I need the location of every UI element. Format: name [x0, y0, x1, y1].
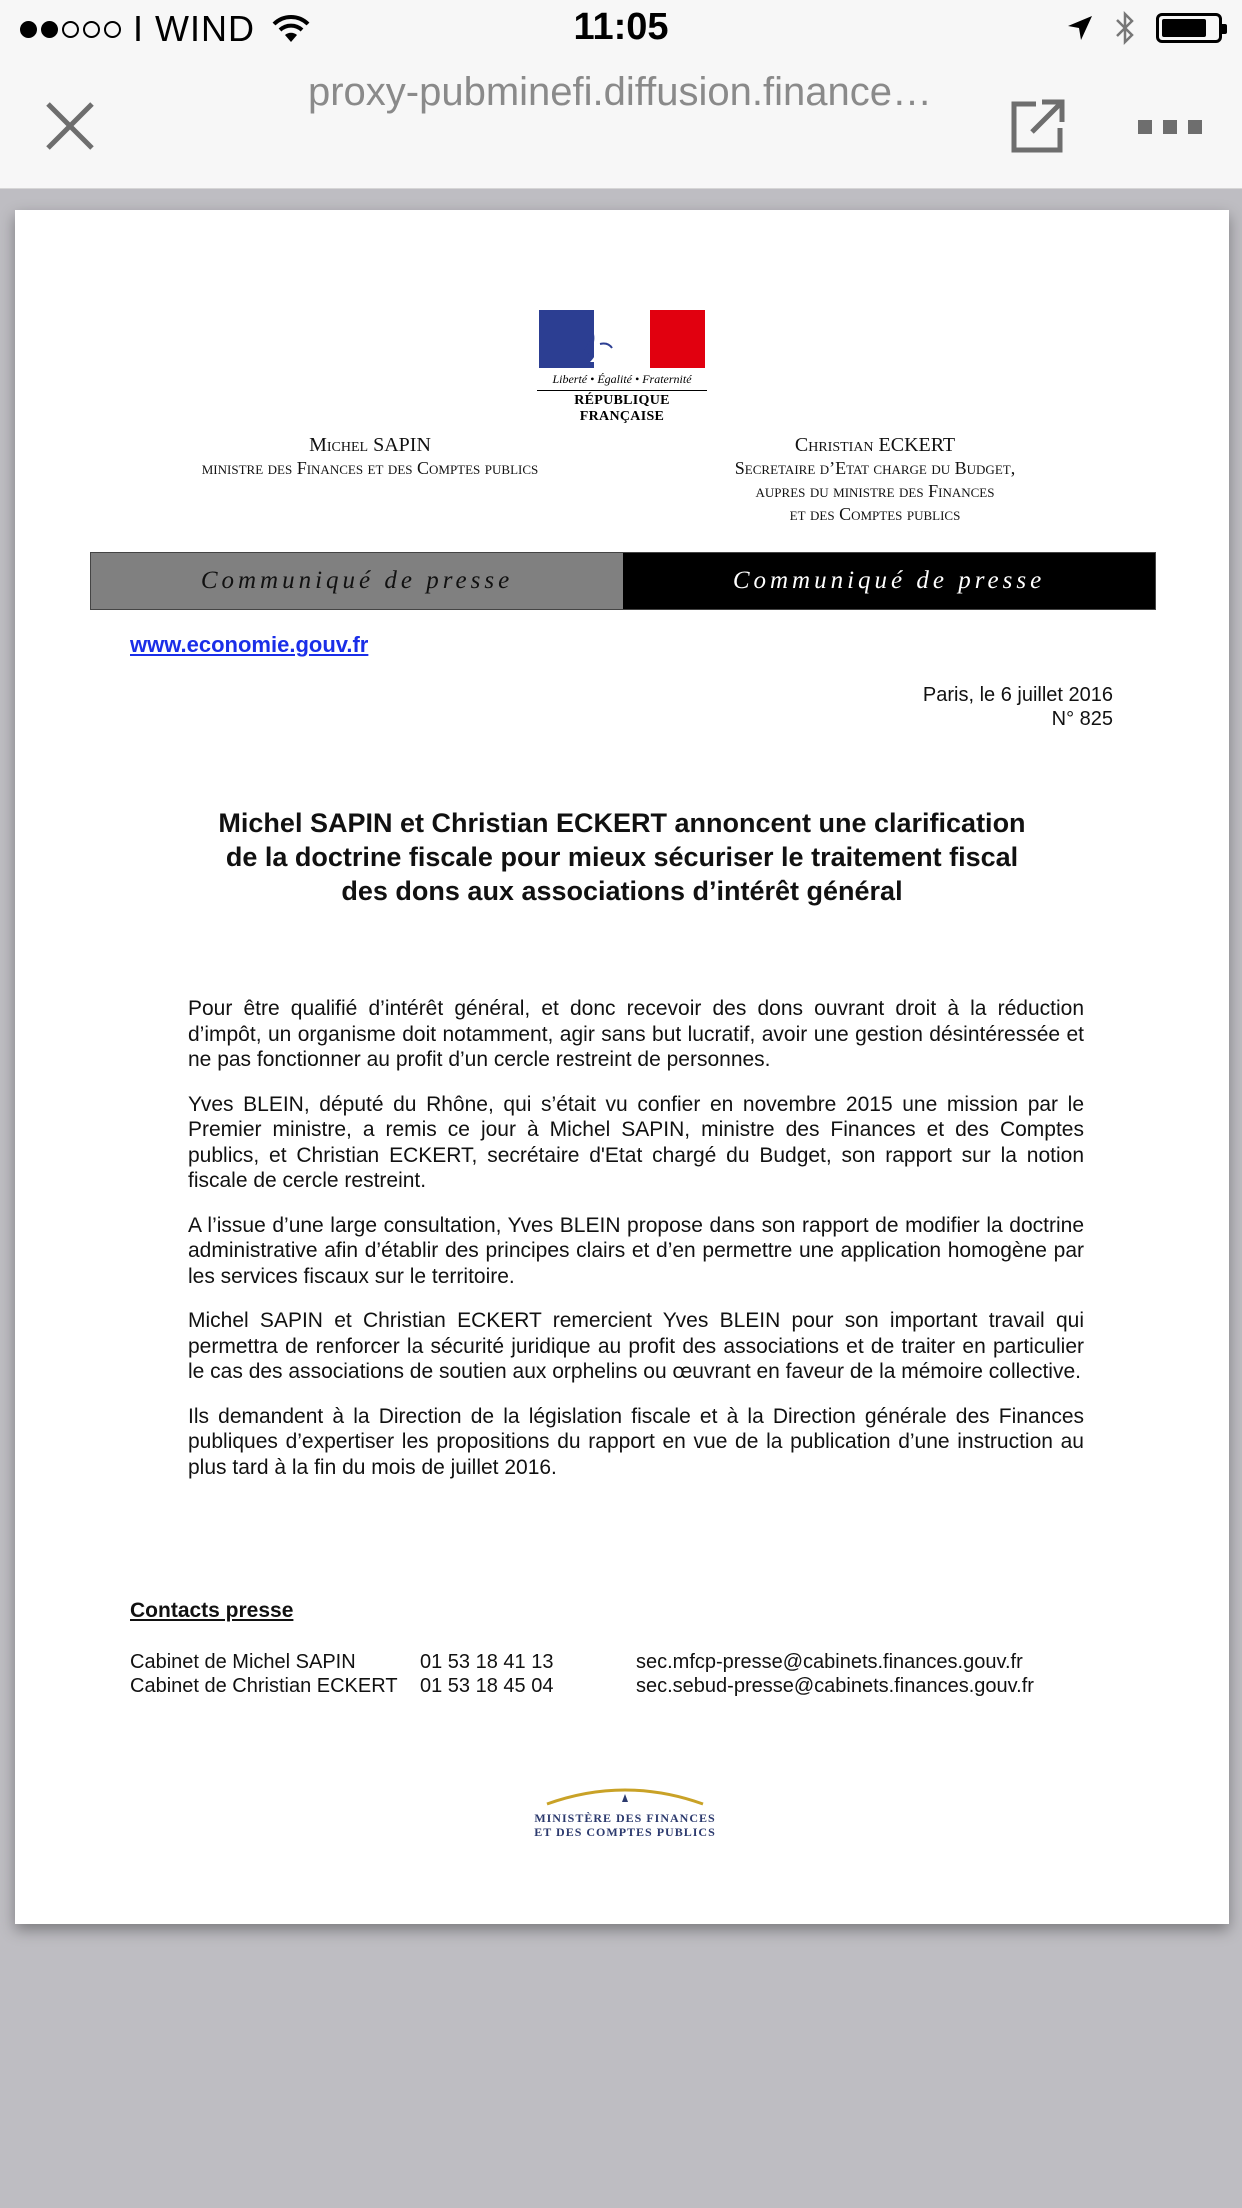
ministry-arc-icon — [535, 1782, 715, 1806]
press-release-label-right: Communiqué de presse — [623, 553, 1155, 609]
republic-label: RÉPUBLIQUE FRANÇAISE — [537, 390, 707, 425]
tricolor-flag — [539, 310, 705, 368]
press-release-body — [188, 996, 1084, 1499]
release-date: Paris, le 6 juillet 2016 — [922, 684, 1113, 706]
ministry-logo — [505, 1782, 745, 1839]
body-paragraph: Michel SAPIN et Christian ECKERT remercient Yves BLEIN pour son important travail qui permettra de renforcer la sécurité juridique au profit des associations et de traiter en particulier le cas des associations de soutien aux orphelins ou œuvrant en faveur de la mémoire collective. — [188, 1309, 1084, 1383]
ministry-name-1: MINISTÈRE DES FINANCES — [534, 1811, 716, 1825]
more-options-icon[interactable] — [1138, 120, 1202, 134]
body-paragraph: Pour être qualifié d’intérêt général, et donc recevoir des dons ouvrant droit à la réduction d’impôt, un organisme doit notamment, agir sans but lucratif, avoir une gestion désintéressée et ne pas fonctionner au profit d’un cercle restreint de personnes. — [188, 997, 1084, 1071]
url-display[interactable]: proxy-pubminefi.diffusion.finance… — [307, 70, 933, 114]
contact-cabinet: Cabinet de Christian ECKERT — [130, 1675, 398, 1697]
minister-right-name: Christian ECKERT — [794, 434, 956, 456]
title-line: Michel SAPIN et Christian ECKERT annoncent une clarification — [218, 808, 1026, 838]
open-external-icon[interactable] — [1008, 96, 1068, 156]
minister-right-title-1: Secretaire d’Etat charge du Budget, — [734, 458, 1016, 478]
press-release-label-left: Communiqué de presse — [91, 553, 623, 609]
location-arrow-icon — [1066, 14, 1094, 42]
close-icon[interactable] — [42, 98, 98, 154]
battery-icon — [1156, 13, 1222, 43]
carrier-name: I WIND — [133, 8, 255, 49]
marianne-icon — [584, 314, 644, 366]
press-release-title — [155, 806, 1089, 908]
clock: 11:05 — [573, 6, 669, 48]
minister-left — [145, 434, 595, 480]
status-right — [1066, 10, 1222, 46]
date-block — [923, 683, 1113, 731]
motto: Liberté • Égalité • Fraternité — [552, 372, 692, 386]
contact-row — [130, 1650, 1034, 1674]
contact-phone: 01 53 18 45 04 — [420, 1675, 554, 1697]
ministry-name-2: ET DES COMPTES PUBLICS — [534, 1825, 716, 1839]
minister-left-title: ministre des Finances et des Comptes publics — [201, 458, 539, 478]
minister-right — [665, 434, 1085, 526]
body-paragraph: Yves BLEIN, député du Rhône, qui s’était vu confier en novembre 2015 une mission par le Premier ministre, a remis ce jour à Michel SAPIN, ministre des Finances et des Comptes publics, et Christian ECKERT, secrétaire d'Etat chargé du Budget, son rapport sur la notion fiscale de cercle restreint. — [188, 1092, 1084, 1192]
document-page — [15, 210, 1229, 1924]
website-link[interactable]: www.economie.gouv.fr — [130, 632, 369, 657]
title-line: de la doctrine fiscale pour mieux sécuriser le traitement fiscal — [225, 842, 1019, 872]
minister-right-title-2: aupres du ministre des Finances — [755, 481, 995, 501]
browser-nav-bar — [0, 60, 1242, 189]
minister-right-title-3: et des Comptes publics — [789, 504, 961, 524]
title-line: des dons aux associations d’intérêt général — [341, 876, 903, 906]
republique-francaise-logo — [537, 310, 707, 425]
contact-email: sec.sebud-presse@cabinets.finances.gouv.fr — [636, 1675, 1034, 1697]
minister-left-name: Michel SAPIN — [309, 434, 431, 456]
press-release-band — [90, 552, 1156, 610]
contacts-heading: Contacts presse — [130, 1599, 294, 1622]
status-bar — [0, 0, 1242, 60]
contact-email: sec.mfcp-presse@cabinets.finances.gouv.fr — [636, 1651, 1023, 1673]
body-paragraph: A l’issue d’une large consultation, Yves BLEIN propose dans son rapport de modifier la doctrine administrative afin d’établir des principes clairs et d’en permettre une application homogène par les services fiscaux sur le territoire. — [188, 1213, 1084, 1288]
body-paragraph: Ils demandent à la Direction de la législation fiscale et à la Direction générale des Finances publiques d’expertiser les propositions du rapport en vue de la publication d’une instruction au plus tard à la fin du mois de juillet 2016. — [188, 1404, 1084, 1479]
contacts-list — [130, 1650, 1034, 1698]
bluetooth-icon — [1114, 10, 1136, 46]
contact-phone: 01 53 18 41 13 — [420, 1651, 554, 1673]
contact-cabinet: Cabinet de Michel SAPIN — [130, 1651, 356, 1673]
release-number: N° 825 — [1051, 708, 1113, 730]
contact-row — [130, 1674, 1034, 1698]
